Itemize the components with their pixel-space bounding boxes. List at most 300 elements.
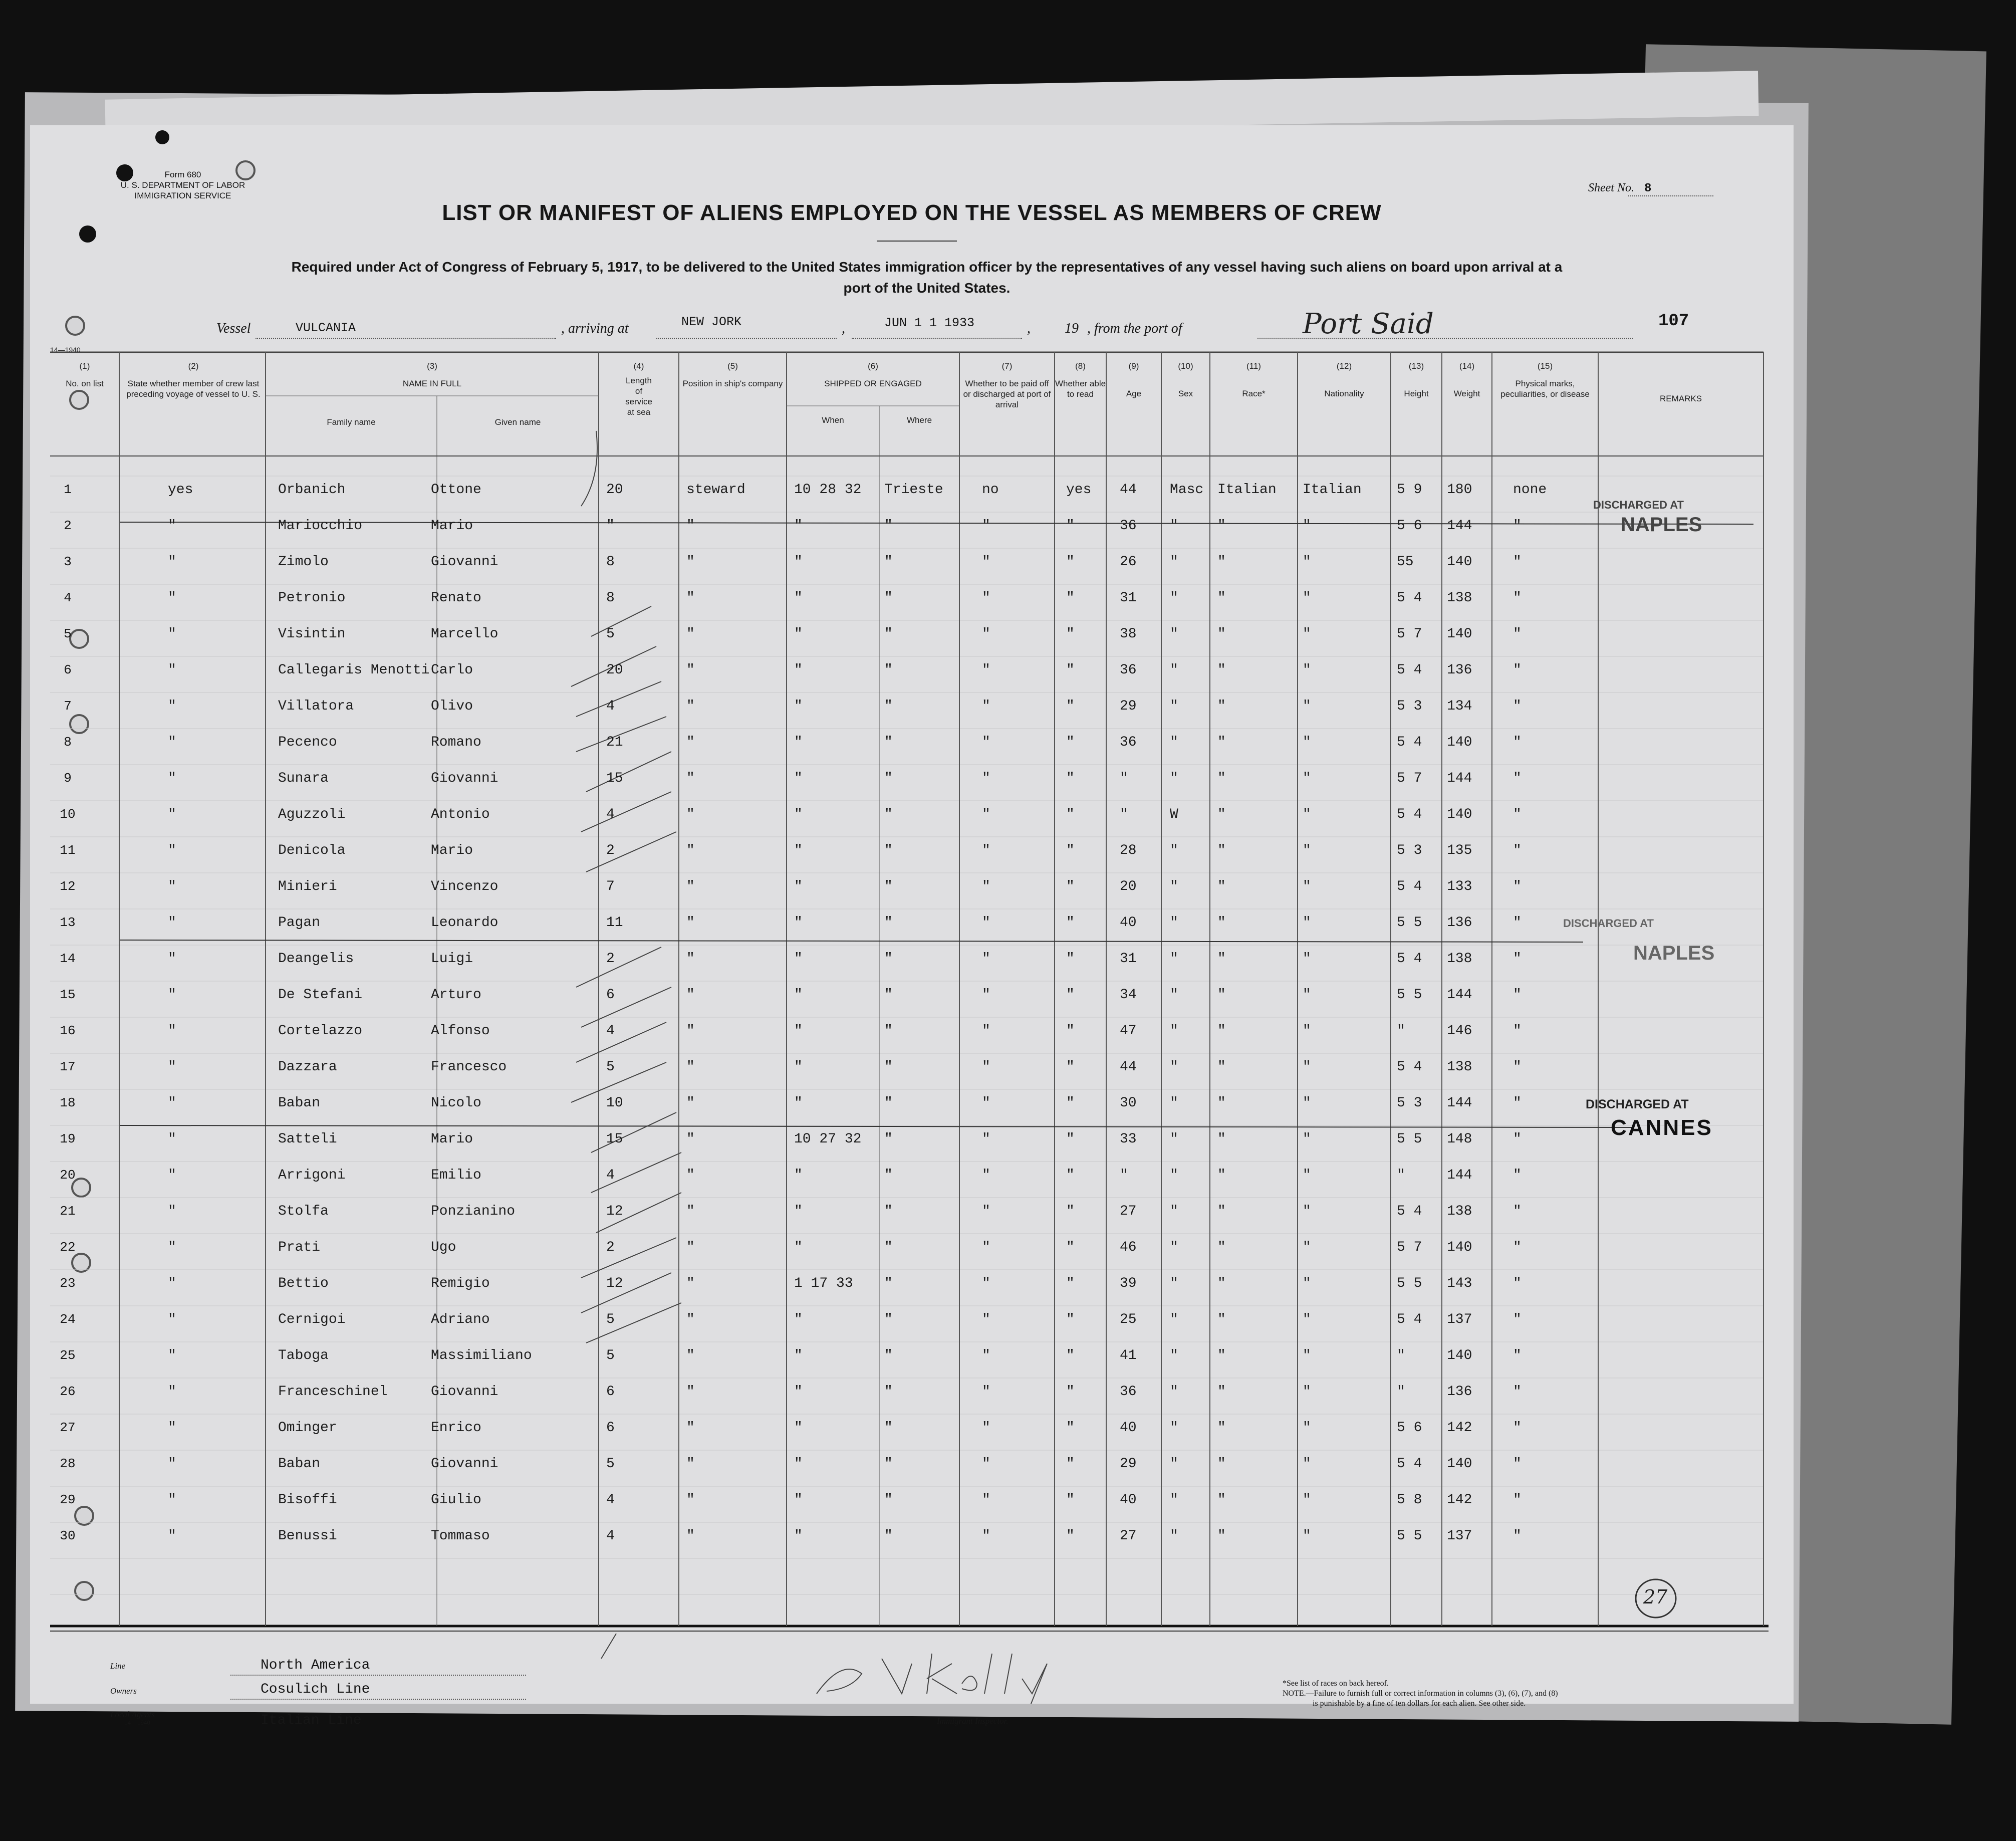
col6-label: SHIPPED OR ENGAGED [824,379,922,388]
col9-label: Age [1126,389,1142,398]
cell-position: " [686,1168,695,1183]
cell-height: 5 4 [1397,735,1422,750]
col11-header [1210,361,1298,399]
cell-height: 5 4 [1397,807,1422,822]
col7-label: Whether to be paid off or discharged at port of arrival [963,379,1051,409]
col9-number: (9) [1128,361,1139,371]
cell-marks: " [1513,843,1522,858]
cell-sex: " [1170,1023,1178,1039]
cell-height: " [1397,1384,1405,1400]
cell-where: " [884,699,893,714]
cell-read: " [1066,951,1075,967]
cell-read: " [1066,1492,1075,1508]
cell-sex: " [1170,1095,1178,1111]
cell-marks: none [1513,482,1547,498]
cell-read: " [1066,1348,1075,1363]
cell-weight: 134 [1447,699,1472,714]
cell-read: " [1066,987,1075,1003]
department-name: U. S. DEPARTMENT OF LABOR [120,180,245,190]
penalty-note-2: is punishable by a fine of ten dollars for each alien. See other side. [1313,1699,1526,1708]
cell-nationality: " [1303,1492,1311,1508]
cell-position: " [686,1276,695,1291]
cell-given: Massimiliano [431,1348,532,1363]
cell-when: " [794,1348,803,1363]
cell-height: 5 5 [1397,987,1422,1003]
cell-given: Giovanni [431,771,498,786]
agents-code: 14—1940 [124,1719,150,1726]
cell-paid: " [982,1528,990,1544]
cell-marks: " [1513,626,1522,642]
shipped-where-header: Where [906,415,932,425]
col13-label: Height [1404,389,1429,398]
cell-nationality: " [1303,915,1311,931]
cell-service: 7 [606,879,615,894]
cell-prev: " [168,554,176,570]
cell-race: " [1217,771,1226,786]
col4-header [599,361,679,417]
cell-prev: " [168,915,176,931]
cell-race: " [1217,735,1226,750]
cell-prev: " [168,843,176,858]
cell-family: Cortelazzo [278,1023,363,1039]
col8-number: (8) [1075,361,1086,371]
cell-paid: " [982,843,990,858]
cell-read: " [1066,1240,1075,1255]
cell-age: 36 [1120,1384,1137,1400]
cell-marks: " [1513,1312,1522,1327]
col10-number: (10) [1178,361,1193,371]
cell-family: Mariocchio [278,518,363,534]
cell-sex: " [1170,1384,1178,1400]
cell-read: " [1066,1168,1075,1183]
cell-marks: " [1513,590,1522,606]
cell-race: " [1217,951,1226,967]
cell-age: 36 [1120,735,1137,750]
cell-nationality: " [1303,518,1311,534]
cell-family: Zimolo [278,554,329,570]
cell-where: " [884,1168,893,1183]
cell-service: 4 [606,699,615,714]
cell-height: 5 5 [1397,1276,1422,1291]
cell-nationality: " [1303,1456,1311,1472]
cell-no: 1 [64,482,72,497]
cell-race: " [1217,554,1226,570]
discharged-stamp-top: DISCHARGED AT [1563,917,1654,930]
cell-marks: " [1513,1528,1522,1544]
cell-height: 5 3 [1397,699,1422,714]
cell-sex: " [1170,662,1178,678]
cell-marks: " [1513,771,1522,786]
agents-label: Local Agents [110,1710,155,1719]
cell-given: Giovanni [431,554,498,570]
col4-label: Length of service at sea [625,376,652,417]
cell-given: Remigio [431,1276,490,1291]
cell-sex: " [1170,1456,1178,1472]
cell-age: 40 [1120,915,1137,931]
cell-weight: 133 [1447,879,1472,894]
cell-nationality: " [1303,987,1311,1003]
cell-position: " [686,915,695,931]
cell-prev: " [168,1348,176,1363]
cell-position: steward [686,482,745,498]
cell-sex: " [1170,1528,1178,1544]
cell-family: Denicola [278,843,346,858]
cell-nationality: " [1303,1131,1311,1147]
cell-height: 5 9 [1397,482,1422,498]
owners-label: Owners [110,1686,137,1696]
cell-paid: " [982,987,990,1003]
cell-read: " [1066,626,1075,642]
cell-when: 10 27 32 [794,1131,862,1147]
col6-header [787,361,959,389]
cell-weight: 143 [1447,1276,1472,1291]
cell-race: " [1217,518,1226,534]
cell-position: " [686,771,695,786]
cell-when: " [794,807,803,822]
col6-number: (6) [868,361,878,371]
cell-sex: " [1170,735,1178,750]
col14-header [1442,361,1492,399]
cell-given: Mario [431,1131,473,1147]
cell-when: " [794,590,803,606]
col2-header [121,361,266,399]
cell-sex: " [1170,1168,1178,1183]
service-name: IMMIGRATION SERVICE [134,191,231,200]
cell-height: 5 3 [1397,1095,1422,1111]
cell-prev: " [168,951,176,967]
cell-marks: " [1513,1492,1522,1508]
cell-weight: 142 [1447,1492,1472,1508]
cell-race: " [1217,1528,1226,1544]
cell-sex: " [1170,1276,1178,1291]
cell-paid: " [982,554,990,570]
cell-marks: " [1513,987,1522,1003]
cell-age: 44 [1120,1059,1137,1075]
arriving-port: NEW JORK [681,315,742,329]
cell-sex: " [1170,1420,1178,1436]
cell-where: " [884,915,893,931]
agents-value: Italian Line [261,1713,362,1728]
cell-when: " [794,951,803,967]
cell-sex: W [1170,807,1178,822]
cell-race: " [1217,1348,1226,1363]
sheet-value: 8 [1644,182,1652,195]
cell-service: 4 [606,807,615,822]
cell-race: " [1217,1204,1226,1219]
cell-race: " [1217,1420,1226,1436]
cell-race: " [1217,1384,1226,1400]
cell-position: " [686,590,695,606]
cell-service: 20 [606,482,623,498]
cell-marks: " [1513,1420,1522,1436]
cell-when: " [794,735,803,750]
cell-read: " [1066,771,1075,786]
cell-marks: " [1513,807,1522,822]
cell-age: 31 [1120,951,1137,967]
cell-age: 27 [1120,1204,1137,1219]
cell-no: 4 [64,590,72,605]
cell-position: " [686,662,695,678]
vessel-label: Vessel [216,321,251,336]
cell-service: 6 [606,1420,615,1436]
cell-family: Dazzara [278,1059,337,1075]
discharged-stamp-top: DISCHARGED AT [1593,499,1684,511]
cell-position: " [686,843,695,858]
cell-race: " [1217,1168,1226,1183]
cell-service: 20 [606,662,623,678]
form-number: Form 680 [164,170,201,179]
cell-nationality: " [1303,590,1311,606]
cell-age: 44 [1120,482,1137,498]
cell-height: 5 7 [1397,771,1422,786]
cell-race: " [1217,987,1226,1003]
cell-family: Benussi [278,1528,337,1544]
cell-sex: " [1170,554,1178,570]
cell-height: 5 6 [1397,1420,1422,1436]
cell-position: " [686,879,695,894]
cell-service: 5 [606,1312,615,1327]
cell-nationality: " [1303,1168,1311,1183]
cell-position: " [686,735,695,750]
cell-paid: " [982,1420,990,1436]
cell-where: " [884,590,893,606]
cell-sex: Masc [1170,482,1204,498]
cell-prev: yes [168,482,193,498]
cell-read: " [1066,843,1075,858]
col12-number: (12) [1336,361,1352,371]
cell-position: " [686,1456,695,1472]
cell-service: 4 [606,1023,615,1039]
cell-marks: " [1513,554,1522,570]
cell-age: 40 [1120,1420,1137,1436]
col3-header [266,361,599,389]
cell-no: 27 [60,1420,76,1435]
cell-race: " [1217,915,1226,931]
col3-label: NAME IN FULL [402,379,462,388]
col12-label: Nationality [1324,389,1364,398]
cell-no: 21 [60,1204,76,1219]
cell-prev: " [168,987,176,1003]
cell-age: 39 [1120,1276,1137,1291]
line-value: North America [261,1658,370,1673]
cell-service: 8 [606,554,615,570]
cell-age: 47 [1120,1023,1137,1039]
cell-height: " [1397,1348,1405,1363]
cell-race: " [1217,1059,1226,1075]
cell-paid: " [982,771,990,786]
col3-number: (3) [427,361,437,371]
page-title: LIST OR MANIFEST OF ALIENS EMPLOYED ON THE VESSEL AS MEMBERS OF CREW [442,200,1382,225]
cell-read: " [1066,554,1075,570]
cell-prev: " [168,626,176,642]
cell-paid: " [982,1312,990,1327]
cell-weight: 138 [1447,951,1472,967]
cell-paid: " [982,518,990,534]
cell-nationality: " [1303,1384,1311,1400]
cell-family: Deangelis [278,951,354,967]
cell-marks: " [1513,1023,1522,1039]
cell-age: 46 [1120,1240,1137,1255]
cell-no: 23 [60,1276,76,1291]
cell-when: 1 17 33 [794,1276,853,1291]
cell-marks: " [1513,1384,1522,1400]
cell-weight: 140 [1447,1240,1472,1255]
cell-age: 29 [1120,1456,1137,1472]
cell-sex: " [1170,1204,1178,1219]
cell-weight: 144 [1447,987,1472,1003]
cell-height: " [1397,1168,1405,1183]
cell-read: " [1066,662,1075,678]
cell-no: 11 [60,843,76,858]
cell-given: Nicolo [431,1095,481,1111]
cell-given: Olivo [431,699,473,714]
cell-service: 5 [606,1456,615,1472]
cell-service: 2 [606,1240,615,1255]
cell-given: Ottone [431,482,481,498]
cell-family: Sunara [278,771,329,786]
shipped-when-header: When [822,415,844,425]
cell-family: Orbanich [278,482,346,498]
cell-family: Minieri [278,879,337,894]
cell-no: 17 [60,1059,76,1074]
col13-number: (13) [1408,361,1424,371]
col11-number: (11) [1246,361,1261,371]
cell-position: " [686,951,695,967]
cell-prev: " [168,590,176,606]
cell-where: " [884,1456,893,1472]
cell-where: " [884,662,893,678]
cell-weight: 144 [1447,1095,1472,1111]
cell-age: 36 [1120,518,1137,534]
col14-label: Weight [1453,389,1480,398]
year-label: 19 [1065,321,1079,336]
cell-paid: " [982,1168,990,1183]
cell-nationality: Italian [1303,482,1362,498]
cell-when: " [794,987,803,1003]
cell-paid: " [982,699,990,714]
cell-position: " [686,807,695,822]
cell-paid: no [982,482,999,498]
requirement-line-2: port of the United States. [843,280,1011,296]
cell-nationality: " [1303,1312,1311,1327]
cell-prev: " [168,518,176,534]
cell-sex: " [1170,518,1178,534]
cell-weight: 180 [1447,482,1472,498]
cell-age: 29 [1120,699,1137,714]
cell-prev: " [168,1312,176,1327]
col7-number: (7) [1001,361,1013,371]
cell-family: Pagan [278,915,321,931]
cell-weight: 144 [1447,771,1472,786]
cell-where: " [884,554,893,570]
cell-prev: " [168,1240,176,1255]
cell-when: " [794,554,803,570]
cell-position: " [686,1384,695,1400]
inspector-signature [802,1654,1062,1714]
cell-family: Visintin [278,626,346,642]
cell-nationality: " [1303,843,1311,858]
cell-height: 5 3 [1397,843,1422,858]
cell-given: Arturo [431,987,481,1003]
cell-when: " [794,662,803,678]
cell-race: " [1217,1023,1226,1039]
cell-no: 30 [60,1528,76,1543]
cell-nationality: " [1303,1348,1311,1363]
cell-nationality: " [1303,1095,1311,1111]
col14-number: (14) [1459,361,1475,371]
cell-sex: " [1170,1059,1178,1075]
cell-height: 5 4 [1397,879,1422,894]
cell-family: Baban [278,1456,321,1472]
cell-service: 15 [606,771,623,786]
cell-service: " [606,518,615,534]
cell-when: " [794,879,803,894]
cell-position: " [686,699,695,714]
cell-service: 5 [606,626,615,642]
cell-race: " [1217,1276,1226,1291]
cell-height: 5 5 [1397,1528,1422,1544]
cell-no: 20 [60,1168,76,1183]
cell-weight: 140 [1447,626,1472,642]
cell-service: 21 [606,735,623,750]
cell-prev: " [168,1059,176,1075]
cell-where: " [884,518,893,534]
cell-weight: 137 [1447,1312,1472,1327]
cell-height: 5 5 [1397,1131,1422,1147]
cell-given: Leonardo [431,915,498,931]
cell-when: " [794,1528,803,1544]
cell-where: " [884,879,893,894]
cell-sex: " [1170,915,1178,931]
page-number: 107 [1658,312,1689,331]
col2-label: State whether member of crew last preceding voyage of vessel to U. S. [126,379,261,399]
cell-paid: " [982,1276,990,1291]
cell-position: " [686,1528,695,1544]
cell-where: " [884,771,893,786]
cell-sex: " [1170,590,1178,606]
cell-given: Mario [431,843,473,858]
discharged-stamp-port: NAPLES [1633,942,1715,964]
cell-family: Callegaris Menotti [278,662,430,678]
cell-service: 12 [606,1276,623,1291]
from-port-label: , from the port of [1087,321,1182,336]
cell-paid: " [982,590,990,606]
cell-age: " [1120,1168,1128,1183]
cell-read: " [1066,1528,1075,1544]
cell-race: " [1217,843,1226,858]
cell-family: Arrigoni [278,1168,346,1183]
cell-paid: " [982,1384,990,1400]
cell-read: " [1066,735,1075,750]
cell-read: " [1066,1131,1075,1147]
cell-sex: " [1170,1312,1178,1327]
cell-position: " [686,1240,695,1255]
line-label: Line [110,1661,126,1671]
cell-marks: " [1513,1168,1522,1183]
cell-where: " [884,987,893,1003]
cell-when: " [794,1095,803,1111]
cell-given: Vincenzo [431,879,498,894]
cell-nationality: " [1303,807,1311,822]
cell-read: " [1066,1312,1075,1327]
cell-age: 27 [1120,1528,1137,1544]
discharged-stamp-top: DISCHARGED AT [1586,1097,1689,1111]
cell-weight: 135 [1447,843,1472,858]
cell-prev: " [168,1131,176,1147]
cell-no: 6 [64,662,72,677]
cell-race: " [1217,879,1226,894]
comma: , [1027,321,1031,336]
